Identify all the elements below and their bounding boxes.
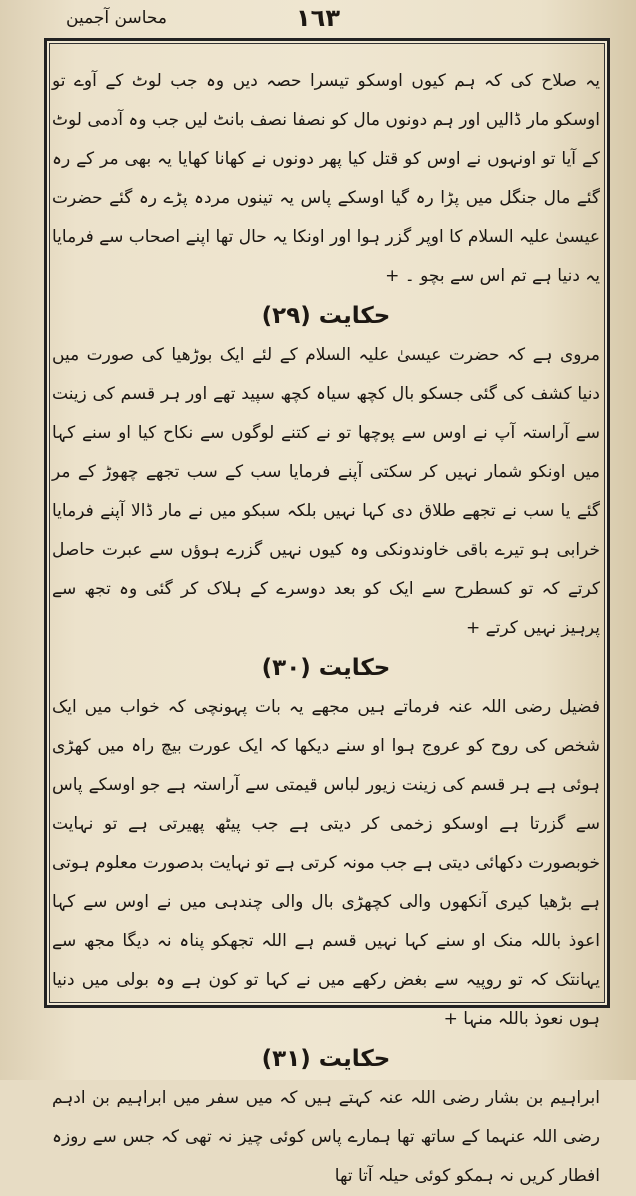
page-bottom-margin — [0, 1008, 636, 1080]
story-paragraph-30: فضیل رضی اللہ عنہ فرماتے ہیں مجھے یہ بات پہونچی کہ خواب میں ایک شخص کی روح کو عروج ہوا او سنے دیکھا کہ ایک عورت بیچ راہ میں کھڑی ہوئی ہے ہر قسم کی زینت زیور لباس قیمتی سے آراستہ ہے جو اوسکے پاس سے گزرتا ہے اوسکو زخمی کر دیتی ہے جب پیٹھ پھیرتی ہے تو نہایت خوبصورت دکھائی دیتی ہے جب مونہ کرتی ہے تو نہایت بدصورت معلوم ہوتی ہے بڑھیا کیری آنکھوں والی کچھڑی بال والی چندہی میں نے اوس سے کہا اعوذ باللہ منک او سنے کہا نہیں قسم ہے اللہ تجھکو پناہ نہ دیگا مجھ سے یہانتک کہ تو روپیہ سے بغض رکھے میں نے کہا تو کون ہے وہ بولی میں دنیا ہوں نعوذ باللہ منہا + — [52, 697, 600, 1029]
page-number: ١٦٣ — [296, 4, 340, 32]
story-heading-30: حکایت (۳۰) — [261, 655, 391, 681]
continued-paragraph: یہ صلاح کی کہ ہم کیوں اوسکو تیسرا حصہ دیں وہ جب لوٹ کے آوے تو اوسکو مار ڈالیں اور ہم دونوں مال کو نصفا نصف بانٹ لیں جب وہ آدمی لوٹ کے آیا تو اونہوں نے اوس کو قتل کیا پھر دونوں نے کھانا کھایا یہ بھی مر کے رہ گئے مال جنگل میں پڑا رہ گیا اوسکے پاس یہ تینوں مردہ پڑے رہ گئے حضرت عیسیٰ علیہ السلام کا اوپر گزر ہوا اور اونکا یہ حال تھا اپنے اصحاب سے فرمایا یہ دنیا ہے تم اس سے بچو ۔ + — [52, 71, 600, 286]
story-paragraph-29: مروی ہے کہ حضرت عیسیٰ علیہ السلام کے لئے ایک بوڑھیا کی صورت میں دنیا کشف کی گئی جسکو بال کچھ سیاہ کچھ سپید تھے اور ہر قسم کی زینت سے آراستہ آپ نے اوس سے پوچھا تو نے کتنے لوگوں سے نکاح کیا او سنے کہا میں اونکو شمار نہیں کر سکتی آپنے فرمایا سب کے سب تجھے چھوڑ کے مر گئے یا سب نے تجھے طلاق دی کہا نہیں بلکہ سبکو میں نے مار ڈالا آپنے فرمایا خرابی ہو تیرے باقی خاوندونکی وہ کیوں نہیں گزرے ہوؤں سے عبرت حاصل کرتے کہ تو کسطرح سے ایک کو بعد دوسرے کے ہلاک کر گئی وہ تجھ سے پرہیز نہیں کرتے + — [52, 345, 600, 638]
running-head — [0, 4, 636, 32]
running-title: محاسن آجمین — [66, 8, 167, 28]
story-heading-29: حکایت (۲۹) — [261, 303, 391, 329]
story-heading-31: حکایت (۳۱) — [261, 1046, 391, 1072]
story-paragraph-31: ابراہیم بن بشار رضی اللہ عنہ کہتے ہیں کہ میں سفر میں ابراہیم بن ادہم رضی اللہ عنہما کے ساتھ تھا ہمارے پاس کوئی چیز نہ تھی کہ جس سے روزہ افطار کریں نہ ہمکو کوئی حیلہ آتا تھا — [52, 1088, 600, 1186]
